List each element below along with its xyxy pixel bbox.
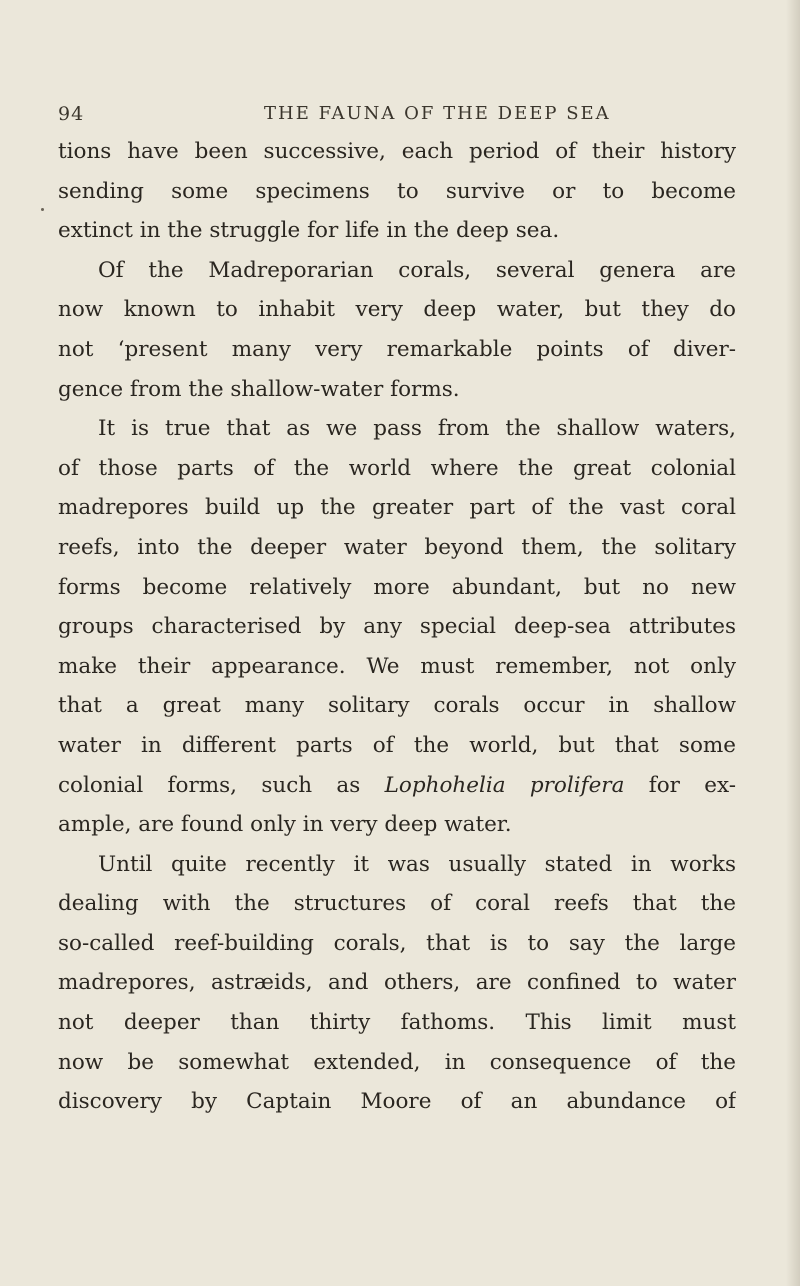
- text-line: now known to inhabit very deep water, but they do: [58, 297, 736, 323]
- page-header: [58, 103, 734, 133]
- page-number: 94: [58, 103, 85, 125]
- text-line: tions have been successive, each period of their history: [58, 139, 736, 164]
- running-head: THE FAUNA OF THE DEEP SEA: [264, 103, 611, 124]
- text-line: madrepores build up the greater part of the vast coral: [58, 495, 736, 521]
- text-line: extinct in the struggle for life in the deep sea.: [58, 218, 560, 244]
- text-line: It is true that as we pass from the shallow waters,: [98, 416, 736, 442]
- margin-mark: [41, 208, 44, 211]
- text-line: not ‘present many very remarkable points of diver-: [58, 336, 736, 362]
- text-line: so-called reef-building corals, that is to say the large: [58, 930, 736, 956]
- text-line: not deeper than thirty fathoms. This limit must: [58, 1010, 736, 1036]
- text-line: madrepores, astræids, and others, are confined to water: [58, 970, 736, 996]
- text-line: of those parts of the world where the great colonial: [58, 455, 736, 481]
- species-name: Lophohelia prolifera: [384, 772, 625, 798]
- text-line: ample, are found only in very deep water.: [58, 812, 512, 838]
- text-line: Of the Madreporarian corals, several genera are: [98, 257, 736, 283]
- text-line: forms become relatively more abundant, but no new: [58, 574, 736, 600]
- page-edge-shadow: [786, 0, 800, 1286]
- text-line: dealing with the structures of coral reefs that the: [58, 891, 736, 917]
- text-segment: for ex-: [624, 772, 736, 798]
- text-line: make their appearance. We must remember, not only: [58, 653, 736, 679]
- text-line: water in different parts of the world, but that some: [58, 732, 736, 758]
- text-line: that a great many solitary corals occur in shallow: [58, 693, 736, 719]
- text-line: reefs, into the deeper water beyond them, the solitary: [58, 534, 736, 560]
- text-line: groups characterised by any special deep-sea attributes: [58, 614, 736, 640]
- text-line: gence from the shallow-water forms.: [58, 376, 460, 402]
- text-segment: colonial forms, such as: [58, 772, 385, 798]
- body-text: [58, 132, 736, 1122]
- text-line: sending some specimens to survive or to become: [58, 178, 736, 204]
- text-line: Until quite recently it was usually stated in works: [98, 851, 736, 877]
- text-line-with-italic: [58, 766, 736, 806]
- text-line: discovery by Captain Moore of an abundance of: [58, 1089, 736, 1115]
- text-line: now be somewhat extended, in consequence of the: [58, 1049, 736, 1075]
